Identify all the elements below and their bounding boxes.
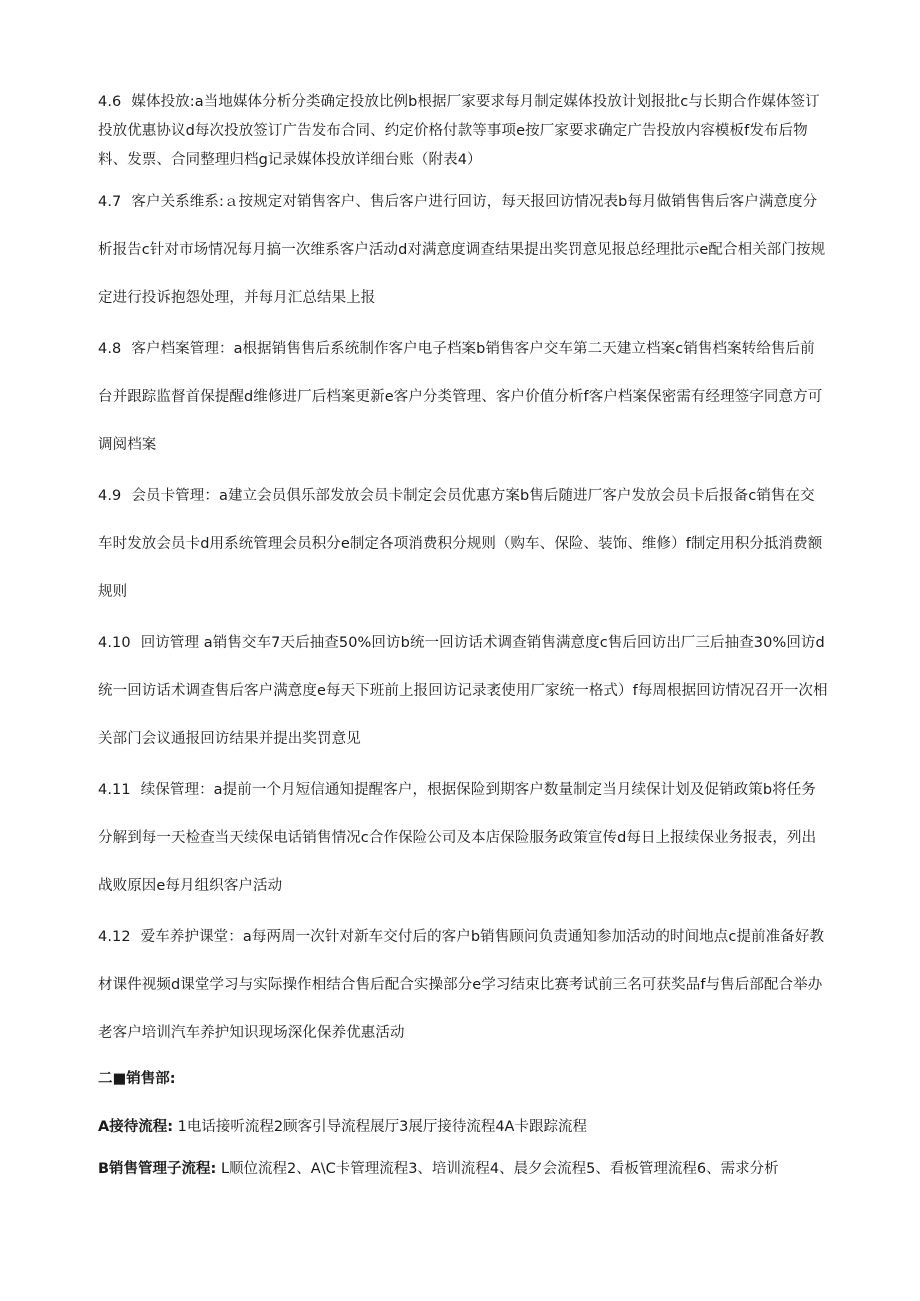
document-page: [98, 88, 828, 1197]
section-text: 客户档案管理：a根据销售售后系统制作客户电子档案b销售客户交车第二天建立档案c销售档案转给售后前台并跟踪监督首保提醒d维修进厂后档案更新e客户分类管理、客户价值分析f客户档案保密需有经理签字同意方可调阅档案: [98, 341, 823, 453]
flow-text: L顺位流程2、A\C卡管理流程3、培训流程4、晨夕会流程5、看板管理流程6、需求分析: [220, 1161, 779, 1177]
section-number: 4.9: [98, 488, 122, 504]
section-text: 爱车养护课堂：a每两周一次针对新车交付后的客户b销售顾问负责通知参加活动的时间地点c提前准备好教材课件视频d课堂学习与实际操作相结合售后配合实操部分e学习结束比赛考试前三名可获奖品f与售后部配合举办老客户培训汽车养护知识现场深化保养优惠活动: [98, 929, 825, 1041]
section-number: 4.10: [98, 635, 131, 651]
section-text: 回访管理 a销售交车7天后抽查50%回访b统一回访话术调查销售满意度c售后回访出厂三后抽查30%回访d统一回访话术调查售后客户满意度e每天下班前上报回访记录袤使用厂家统一格式）f每周根据回访情况召开一次相关部门会议通报回访结果并提出奖罚意见: [98, 635, 828, 747]
section-4-7: [98, 178, 828, 322]
section-4-10: [98, 619, 828, 763]
section-text: 媒体投放:a当地媒体分析分类确定投放比例b根据厂家要求每月制定媒体投放计划报批c与长期合作媒体签订投放优惠协议d每次投放签订广告发布合同、约定价格付款等事项e按厂家要求确定广告投放内容模板f发布后物料、发票、合同整理归档g记录媒体投放详细台账（附表4）: [98, 94, 820, 168]
section-text: 会员卡管理：a建立会员俱乐部发放会员卡制定会员优惠方案b售后随进厂客户发放会员卡后报备c销售在交车时发放会员卡d用系统管理会员积分e制定各项消费积分规则（购车、保险、装饰、维修）f制定用积分抵消费额规则: [98, 488, 823, 600]
flow-text: 1电话接听流程2顾客引导流程展厅3展厅接待流程4A卡跟踪流程: [177, 1119, 587, 1135]
section-4-12: [98, 913, 828, 1057]
section-4-6: [98, 88, 828, 175]
section-number: 4.12: [98, 929, 131, 945]
department-heading: 二■销售部:: [98, 1071, 176, 1087]
section-text: 续保管理：a提前一个月短信通知提醒客户，根据保险到期客户数量制定当月续保计划及促销政策b将任务分解到每一天检查当天续保电话销售情况c合作保险公司及本店保险服务政策宣传d每日上报续保业务报表，列出战败原因e每月组织客户活动: [98, 782, 817, 894]
section-number: 4.8: [98, 341, 122, 357]
section-number: 4.11: [98, 782, 131, 798]
section-text: 客户关系维系:ａ按规定对销售客户、售后客户进行回访，每天报回访情况表b每月做销售售后客户满意度分析报告c针对市场情况每月搞一次维系客户活动d对满意度调查结果提出奖罚意见报总经理批示e配合相关部门按规定进行投诉抱怨处理，并每月汇总结果上报: [98, 194, 826, 306]
flow-label: A接待流程:: [98, 1119, 174, 1135]
sales-management-flow: [98, 1155, 828, 1183]
section-4-8: [98, 325, 828, 469]
section-number: 4.6: [98, 94, 122, 110]
section-4-9: [98, 472, 828, 616]
section-number: 4.7: [98, 194, 122, 210]
flow-label: B销售管理子流程:: [98, 1161, 217, 1177]
section-4-11: [98, 766, 828, 910]
reception-flow: [98, 1113, 828, 1141]
